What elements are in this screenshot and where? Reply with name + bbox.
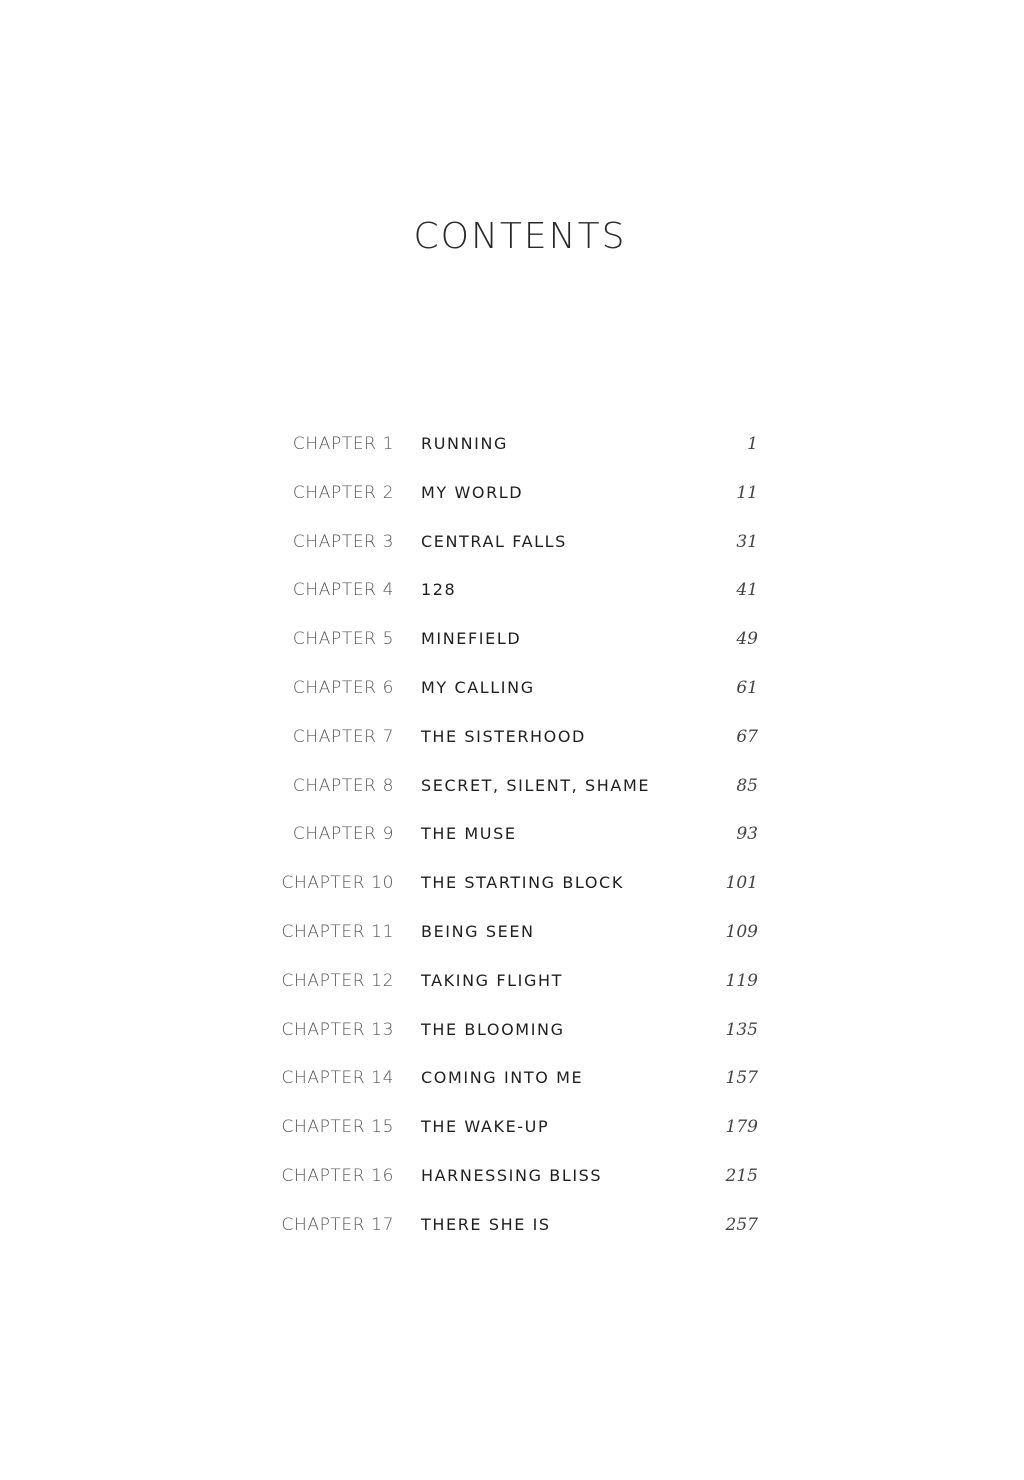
chapter-label: CHAPTER 5 (292, 629, 394, 650)
chapter-label: CHAPTER 10 (281, 873, 394, 894)
toc-row (0, 670, 1024, 719)
page-number: 179 (725, 1117, 758, 1138)
page-number: 67 (736, 726, 758, 747)
page-number: 93 (736, 824, 758, 845)
toc-row (0, 1060, 1024, 1109)
chapter-title: THE BLOOMING (421, 1019, 565, 1039)
chapter-title: SECRET, SILENT, SHAME (421, 775, 651, 795)
chapter-title: BEING SEEN (421, 921, 535, 941)
toc-row (0, 524, 1024, 573)
page-number: 109 (725, 921, 758, 942)
page-number: 61 (736, 677, 758, 698)
toc-row (0, 816, 1024, 865)
page-number: 157 (725, 1068, 758, 1089)
chapter-title: THERE SHE IS (421, 1214, 551, 1234)
chapter-title: TAKING FLIGHT (421, 970, 563, 990)
chapter-title: 128 (421, 580, 457, 600)
page-number: 1 (747, 434, 758, 454)
chapter-title: MY CALLING (421, 677, 535, 697)
toc-row (0, 621, 1024, 670)
chapter-title: THE STARTING BLOCK (421, 873, 624, 893)
page-number: 41 (736, 580, 758, 601)
page-number: 11 (736, 482, 758, 503)
table-of-contents (0, 426, 1024, 1256)
toc-row (0, 1207, 1024, 1256)
page-number: 101 (725, 873, 758, 894)
chapter-label: CHAPTER 6 (292, 677, 394, 698)
toc-row (0, 1012, 1024, 1061)
chapter-title: THE SISTERHOOD (421, 726, 586, 746)
page-number: 215 (725, 1165, 758, 1186)
chapter-label: CHAPTER 1 (292, 434, 394, 454)
toc-row (0, 426, 1024, 475)
chapter-label: CHAPTER 3 (292, 531, 394, 552)
chapter-title: RUNNING (421, 434, 509, 453)
chapter-title: MY WORLD (421, 482, 524, 502)
chapter-label: CHAPTER 9 (292, 824, 394, 845)
chapter-label: CHAPTER 13 (281, 1019, 394, 1040)
chapter-label: CHAPTER 8 (292, 775, 394, 796)
chapter-label: CHAPTER 2 (292, 482, 394, 503)
page-number: 119 (725, 970, 758, 991)
page-number: 49 (736, 629, 758, 650)
chapter-title: COMING INTO ME (421, 1068, 584, 1088)
chapter-title: THE MUSE (421, 824, 517, 844)
chapter-title: THE WAKE-UP (421, 1117, 550, 1137)
chapter-label: CHAPTER 7 (292, 726, 394, 747)
chapter-label: CHAPTER 11 (281, 921, 394, 942)
page-title: CONTENTS (413, 216, 627, 257)
toc-row (0, 475, 1024, 524)
chapter-label: CHAPTER 12 (281, 970, 394, 991)
page-number: 31 (736, 531, 758, 552)
toc-row (0, 1109, 1024, 1158)
chapter-label: CHAPTER 15 (281, 1117, 394, 1138)
chapter-title: CENTRAL FALLS (421, 531, 567, 551)
chapter-label: CHAPTER 16 (281, 1165, 394, 1186)
toc-row (0, 963, 1024, 1012)
chapter-title: HARNESSING BLISS (421, 1165, 603, 1185)
chapter-label: CHAPTER 14 (281, 1068, 394, 1089)
page-number: 135 (725, 1019, 758, 1040)
chapter-label: CHAPTER 4 (292, 580, 394, 601)
chapter-label: CHAPTER 17 (281, 1214, 394, 1235)
toc-row (0, 768, 1024, 817)
page-number: 85 (736, 775, 758, 796)
toc-row (0, 572, 1024, 621)
page-number: 257 (725, 1214, 758, 1235)
toc-row (0, 865, 1024, 914)
toc-row (0, 1158, 1024, 1207)
chapter-title: MINEFIELD (421, 629, 522, 649)
toc-row (0, 914, 1024, 963)
toc-row (0, 719, 1024, 768)
